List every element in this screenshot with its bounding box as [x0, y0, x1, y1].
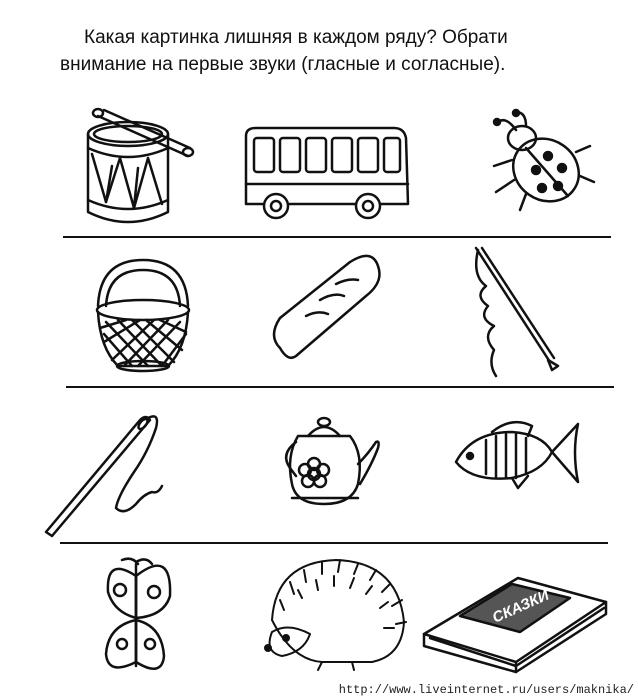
loaf-icon	[266, 252, 386, 372]
row-divider-2	[66, 386, 614, 388]
needle-icon	[44, 412, 174, 542]
instruction-text	[60, 24, 630, 78]
butterfly-icon	[92, 556, 182, 686]
hedgehog-icon	[262, 552, 412, 672]
teapot-icon	[272, 414, 382, 514]
watermark: http://www.liveinternet.ru/users/maknika/	[338, 683, 634, 697]
instruction-line-1: Какая картинка лишняя в каждом ряду? Обрати	[84, 27, 508, 48]
drum-icon	[78, 104, 198, 234]
fish-icon	[452, 412, 582, 492]
row-divider-1	[63, 236, 611, 238]
row-divider-3	[60, 542, 608, 544]
bus-icon	[240, 124, 410, 224]
book-label: СКАЗКИ	[489, 586, 552, 627]
fishing-rod-icon	[464, 246, 564, 386]
instruction-line-2: внимание на первые звуки (гласные и согласные).	[60, 54, 506, 75]
ladybug-icon	[486, 110, 596, 220]
book-icon	[420, 574, 610, 674]
basket-icon	[88, 256, 198, 376]
